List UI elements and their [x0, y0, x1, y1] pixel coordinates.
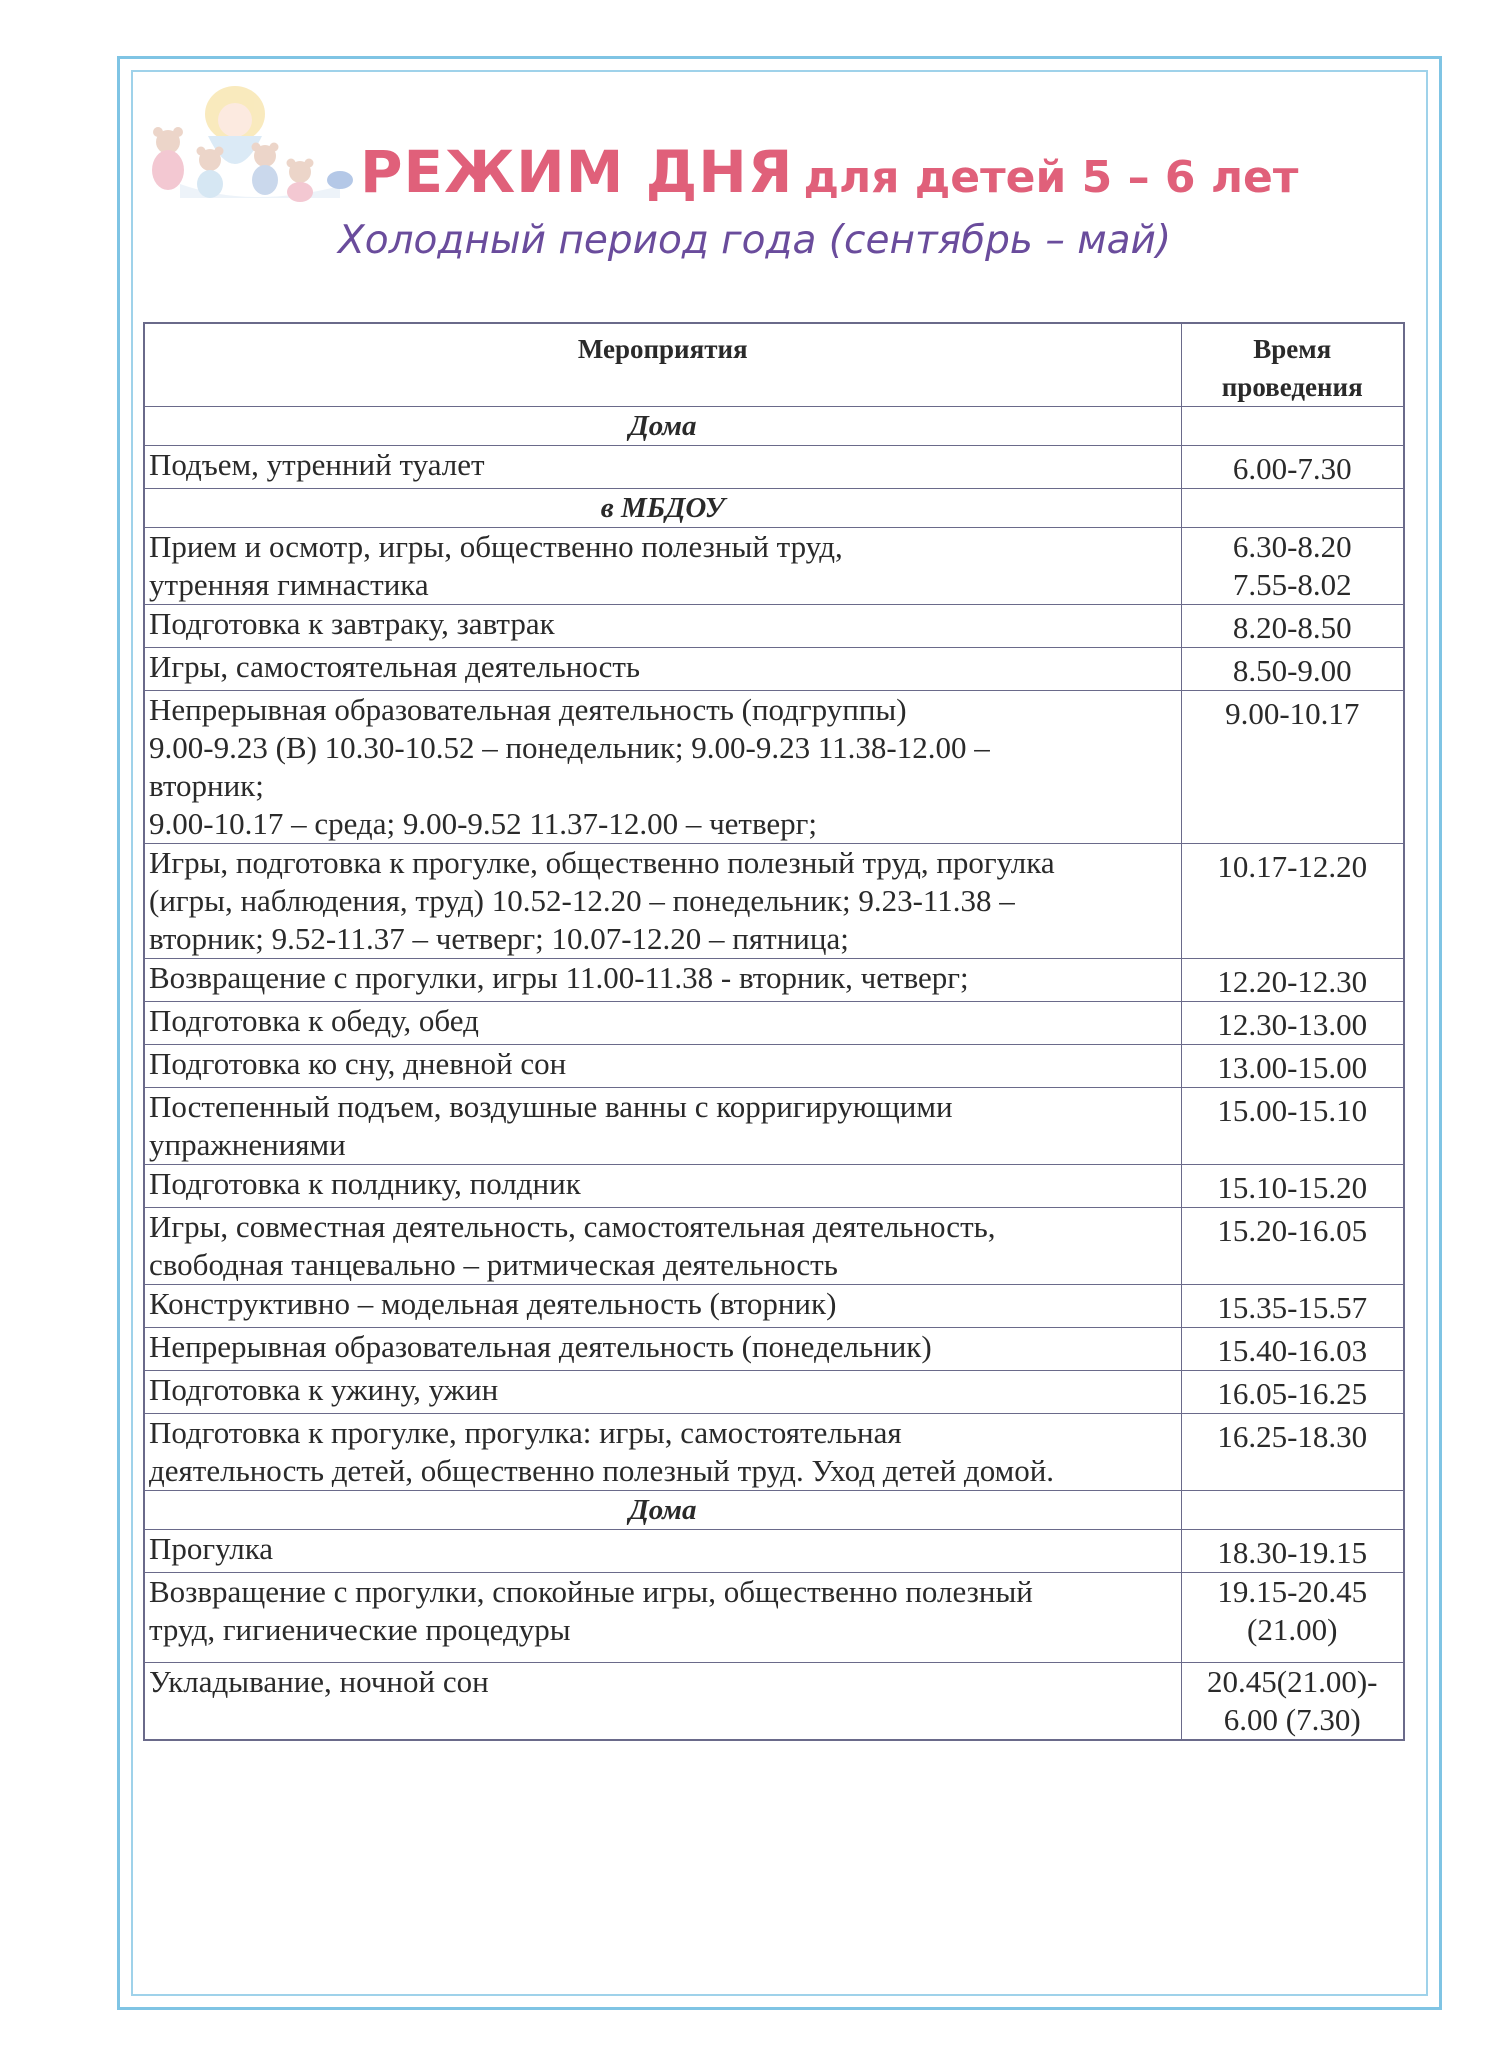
time-cell: [1181, 407, 1404, 446]
section-title: в МБДОУ: [144, 489, 1181, 528]
table-row: [144, 1328, 1404, 1371]
time-cell: 16.05-16.25: [1181, 1371, 1404, 1414]
section-title: Дома: [144, 407, 1181, 446]
activity-cell: Подъем, утренний туалет: [144, 446, 1181, 489]
activity-cell: Игры, самостоятельная деятельность: [144, 648, 1181, 691]
section-row: [144, 489, 1404, 528]
table-row: [144, 691, 1404, 844]
table-row: [144, 1530, 1404, 1573]
time-cell: 15.20-16.05: [1181, 1208, 1404, 1285]
activity-cell: Непрерывная образовательная деятельность (подгруппы) 9.00-9.23 (В) 10.30-10.52 – понедельник; 9.00-9.23 11.38-12.00 – вторник; 9.00-10.17 – среда; 9.00-9.52 11.37-12.00 – четверг;: [144, 691, 1181, 844]
section-row: [144, 1491, 1404, 1530]
time-cell: 12.30-13.00: [1181, 1002, 1404, 1045]
table-row: [144, 1045, 1404, 1088]
activity-cell: Прогулка: [144, 1530, 1181, 1573]
time-cell: 15.35-15.57: [1181, 1285, 1404, 1328]
schedule-table: [143, 322, 1405, 1741]
header-time: Время проведения: [1181, 323, 1404, 407]
activity-cell: Возвращение с прогулки, спокойные игры, общественно полезный труд, гигиенические процедуры: [144, 1573, 1181, 1663]
activity-cell: Подготовка к полднику, полдник: [144, 1165, 1181, 1208]
activity-cell: Укладывание, ночной сон: [144, 1663, 1181, 1741]
activity-cell: Непрерывная образовательная деятельность (понедельник): [144, 1328, 1181, 1371]
section-row: [144, 407, 1404, 446]
time-cell: 10.17-12.20: [1181, 844, 1404, 959]
page-title: [360, 138, 1298, 206]
time-cell: 8.20-8.50: [1181, 605, 1404, 648]
time-cell: 12.20-12.30: [1181, 959, 1404, 1002]
time-cell: 15.40-16.03: [1181, 1328, 1404, 1371]
activity-cell: Игры, подготовка к прогулке, общественно полезный труд, прогулка (игры, наблюдения, труд) 10.52-12.20 – понедельник; 9.23-11.38 – вторник; 9.52-11.37 – четверг; 10.07-12.20 – пятница;: [144, 844, 1181, 959]
time-cell: 6.00-7.30: [1181, 446, 1404, 489]
time-cell: 6.30-8.20 7.55-8.02: [1181, 528, 1404, 605]
time-cell: 15.00-15.10: [1181, 1088, 1404, 1165]
table-row: [144, 1573, 1404, 1663]
activity-cell: Постепенный подъем, воздушные ванны с корригирующими упражнениями: [144, 1088, 1181, 1165]
activity-cell: Прием и осмотр, игры, общественно полезный труд, утренняя гимнастика: [144, 528, 1181, 605]
time-cell: 16.25-18.30: [1181, 1414, 1404, 1491]
activity-cell: Игры, совместная деятельность, самостоятельная деятельность, свободная танцевально – ритмическая деятельность: [144, 1208, 1181, 1285]
time-cell: 13.00-15.00: [1181, 1045, 1404, 1088]
title-age: для детей 5 – 6 лет: [803, 152, 1299, 203]
table-row: [144, 1414, 1404, 1491]
table-row: [144, 528, 1404, 605]
activity-cell: Возвращение с прогулки, игры 11.00-11.38 - вторник, четверг;: [144, 959, 1181, 1002]
time-cell: [1181, 1491, 1404, 1530]
time-cell: 20.45(21.00)- 6.00 (7.30): [1181, 1663, 1404, 1741]
table-row: [144, 1208, 1404, 1285]
time-cell: 15.10-15.20: [1181, 1165, 1404, 1208]
section-title: Дома: [144, 1491, 1181, 1530]
activity-cell: Конструктивно – модельная деятельность (вторник): [144, 1285, 1181, 1328]
activity-cell: Подготовка к прогулке, прогулка: игры, самостоятельная деятельность детей, общественно полезный труд. Уход детей домой.: [144, 1414, 1181, 1491]
table-row: [144, 446, 1404, 489]
activity-cell: Подготовка ко сну, дневной сон: [144, 1045, 1181, 1088]
activity-cell: Подготовка к ужину, ужин: [144, 1371, 1181, 1414]
page-subtitle: Холодный период года (сентябрь – май): [338, 218, 1172, 263]
time-cell: 8.50-9.00: [1181, 648, 1404, 691]
table-row: [144, 1371, 1404, 1414]
table-row: [144, 1285, 1404, 1328]
table-row: [144, 1088, 1404, 1165]
teddy-bears-illustration: [140, 74, 355, 206]
table-row: [144, 959, 1404, 1002]
activity-cell: Подготовка к обеду, обед: [144, 1002, 1181, 1045]
time-cell: 18.30-19.15: [1181, 1530, 1404, 1573]
table-row: [144, 605, 1404, 648]
title-main: РЕЖИМ ДНЯ: [360, 138, 794, 206]
time-cell: 9.00-10.17: [1181, 691, 1404, 844]
table-row: [144, 1663, 1404, 1741]
table-row: [144, 844, 1404, 959]
table-row: [144, 1165, 1404, 1208]
table-row: [144, 1002, 1404, 1045]
table-row: [144, 648, 1404, 691]
time-cell: [1181, 489, 1404, 528]
time-cell: 19.15-20.45 (21.00): [1181, 1573, 1404, 1663]
header-activity: Мероприятия: [144, 323, 1181, 407]
schedule-rows: [144, 407, 1404, 1741]
activity-cell: Подготовка к завтраку, завтрак: [144, 605, 1181, 648]
